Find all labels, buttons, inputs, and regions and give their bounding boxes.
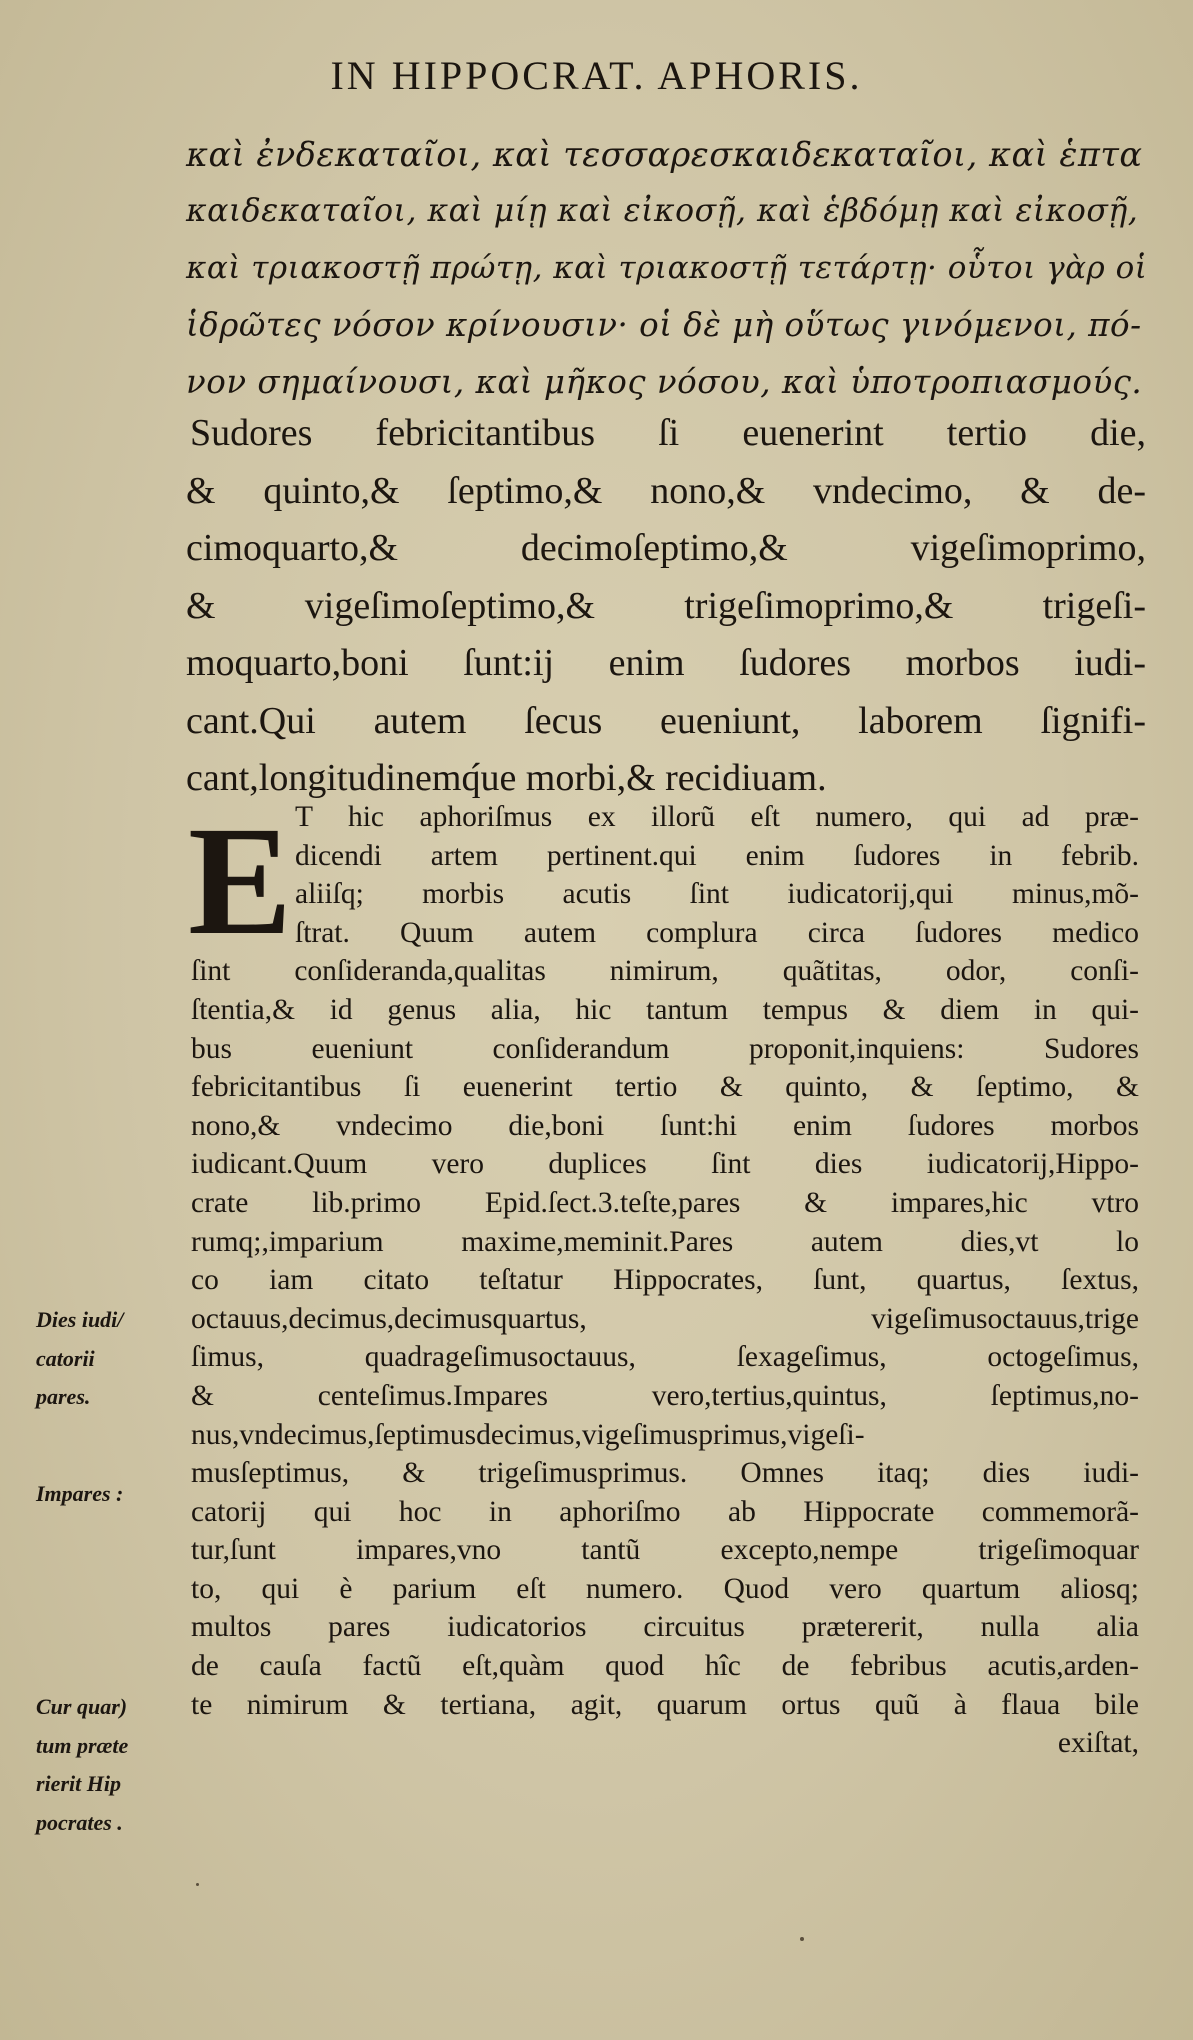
commentary-line: nus,vndecimus,ſeptimusdecimus,vigeſimusprimus,vigeſi- — [191, 1418, 865, 1451]
margin-note-line: Dies iudi/ — [36, 1307, 124, 1332]
commentary-line: ſtentia,& id genus alia, hic tantum tempus & diem in qui- — [191, 993, 1139, 1026]
commentary-line: nono,& vndecimo die,boni ſunt:hi enim ſudores morbos — [191, 1109, 1139, 1142]
greek-text-block — [186, 126, 1146, 411]
latin-aphorism-block — [186, 405, 1146, 808]
greek-line: καιδεκαταῖοι, καὶ μίῃ καὶ εἰκοσῇ, καὶ ἑβδόμῃ καὶ εἰκοσῇ, — [186, 193, 1139, 229]
aphorism-line: cant,longitudinemq́ue morbi,& recidiuam. — [186, 757, 827, 799]
margin-note-line: tum præte — [36, 1732, 129, 1758]
margin-note-pares — [36, 1301, 123, 1417]
commentary-line: rumq;,imparium maxime,meminit.Pares autem dies,vt lo — [191, 1225, 1139, 1258]
commentary-line: catorij qui hoc in aphoriſmo ab Hippocrate commemorã- — [191, 1495, 1139, 1528]
commentary-line: ſimus, quadrageſimusoctauus, ſexageſimus, octogeſimus, — [191, 1341, 1139, 1374]
commentary-line: to, qui è parium eſt numero. Quod vero quartum aliosq; — [191, 1572, 1139, 1605]
commentary-line: dicendi artem pertinent.qui enim ſudores in febrib. — [295, 839, 1139, 872]
commentary-line: octauus,decimus,decimusquartus, vigeſimusoctauus,trige — [191, 1302, 1139, 1335]
commentary-line: bus eueniunt conſiderandum proponit,inquiens: Sudores — [191, 1032, 1139, 1065]
paper-speck — [800, 1937, 804, 1941]
margin-note-line: Cur quar) — [36, 1694, 128, 1719]
greek-line: νον σημαίνουσι, καὶ μῆκος νόσου, καὶ ὑποτροπιασμούς. — [186, 363, 1143, 401]
commentary-line: multos pares iudicatorios circuitus prætererit, nulla alia — [191, 1611, 1139, 1644]
commentary-line: aliiſq; morbis acutis ſint iudicatorij,qui minus,mõ- — [295, 878, 1139, 911]
drop-cap-initial: E — [188, 794, 293, 967]
margin-note-line: pocrates . — [36, 1809, 123, 1835]
commentary-line: exiſtat, — [1057, 1727, 1139, 1760]
margin-note-line: pares. — [36, 1384, 91, 1410]
commentary-line: de cauſa factũ eſt,quàm quod hîc de febribus acutis,arden- — [191, 1650, 1139, 1683]
running-head: IN HIPPOCRAT. APHORIS. — [330, 53, 863, 98]
commentary-line: co iam citato teſtatur Hippocrates, ſunt, quartus, ſextus, — [191, 1264, 1139, 1297]
commentary-line: tur,ſunt impares,vno tantũ excepto,nempe trigeſimoquar — [191, 1534, 1139, 1567]
greek-line: καὶ τριακοστῇ πρώτῃ, καὶ τριακοστῇ τετάρτῃ· οὗτοι γὰρ οἱ — [186, 250, 1148, 286]
greek-line: ἱδρῶτες νόσον κρίνουσιν· οἱ δὲ μὴ οὕτως γινόμενοι, πό- — [186, 306, 1142, 344]
commentary-line: musſeptimus, & trigeſimusprimus. Omnes itaq; dies iudi- — [191, 1457, 1139, 1490]
commentary-block — [191, 798, 1139, 1763]
commentary-line: & centeſimus.Impares vero,tertius,quintus, ſeptimus,no- — [191, 1379, 1139, 1412]
margin-note-line: rierit Hip — [36, 1771, 121, 1797]
aphorism-line: moquarto,boni ſunt:ij enim ſudores morbos iudi- — [186, 642, 1146, 684]
paper-speck — [196, 1883, 199, 1886]
margin-note-cur-quartum — [36, 1688, 128, 1842]
commentary-line: te nimirum & tertiana, agit, quarum ortus quũ à flaua bile — [191, 1688, 1139, 1721]
aphorism-line: & vigeſimoſeptimo,& trigeſimoprimo,& trigeſi- — [186, 584, 1146, 627]
commentary-line: iudicant.Quum vero duplices ſint dies iudicatorij,Hippo- — [191, 1148, 1139, 1181]
commentary-line: T hic aphoriſmus ex illorũ eſt numero, qui ad præ- — [295, 801, 1139, 833]
commentary-line: ſint conſideranda,qualitas nimirum, quãtitas, odor, conſi- — [191, 955, 1139, 988]
commentary-line: ſtrat. Quum autem complura circa ſudores medico — [295, 916, 1139, 949]
aphorism-line: cant.Qui autem ſecus eueniunt, laborem ſignifi- — [186, 699, 1146, 742]
margin-note-line: catorii — [36, 1345, 95, 1371]
greek-line: καὶ ἐνδεκαταῖοι, καὶ τεσσαρεσκαιδεκαταῖοι, καὶ ἑπτα — [186, 135, 1143, 174]
margin-note-line: Impares : — [36, 1481, 124, 1506]
aphorism-line: & quinto,& ſeptimo,& nono,& vndecimo, & de- — [186, 469, 1146, 512]
margin-note-impares — [36, 1475, 123, 1514]
aphorism-line: Sudores febricitantibus ſi euenerint tertio die, — [190, 412, 1146, 454]
commentary-line: febricitantibus ſi euenerint tertio & quinto, & ſeptimo, & — [191, 1071, 1139, 1104]
commentary-line: crate lib.primo Epid.ſect.3.teſte,pares & impares,hic vtro — [191, 1186, 1139, 1219]
aphorism-line: cimoquarto,& decimoſeptimo,& vigeſimoprimo, — [186, 527, 1146, 569]
